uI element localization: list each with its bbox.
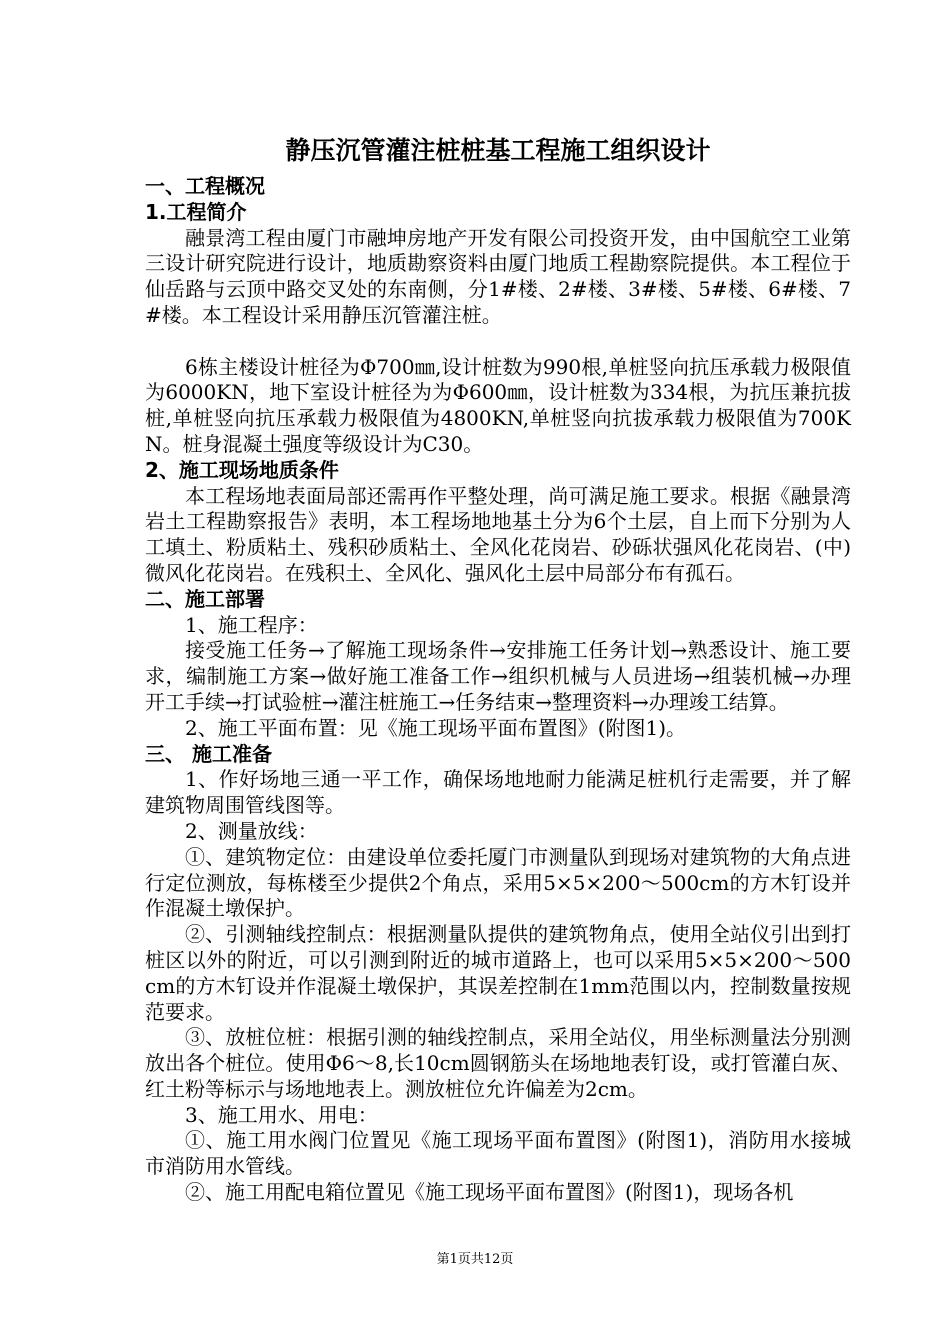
- subsection-heading-intro: 1.工程简介: [145, 199, 247, 224]
- document-body: [145, 134, 851, 1206]
- paragraph: ②、施工用配电箱位置见《施工现场平面布置图》(附图1)，现场各机: [185, 1180, 794, 1205]
- paragraph: ①、建筑物定位：由建设单位委托厦门市测量队到现场对建筑物的大角点进行定位测放，每栋楼至少提供2个角点，采用5×5×200～500cm的方木钉设并作混凝土墩保护。: [145, 844, 851, 921]
- paragraph: 6栋主楼设计桩径为Φ700㎜,设计桩数为990根,单桩竖向抗压承载力极限值为6000KN，地下室设计桩径为为Φ600㎜，设计桩数为334根，为抗压兼抗拔桩,单桩竖向抗压承载力极限值为4800KN,单桩竖向抗拔承载力极限值为700KN。桩身混凝土强度等级设计为C30。: [145, 354, 851, 456]
- subsection-heading-geology: 2、施工现场地质条件: [145, 457, 339, 482]
- paragraph: 3、施工用水、用电：: [185, 1102, 378, 1127]
- paragraph: 2、施工平面布置：见《施工现场平面布置图》(附图1)。: [185, 715, 687, 740]
- paragraph: ③、放桩位桩：根据引测的轴线控制点，采用全站仪，用坐标测量法分别测放出各个桩位。使用Φ6～8,长10cm圆钢筋头在场地地表钉设，或打管灌白灰、红土粉等标示与场地地表上。测放桩位允许偏差为2cm。: [145, 1025, 851, 1101]
- paragraph: ②、引测轴线控制点：根据测量队提供的建筑物角点，使用全站仪引出到打桩区以外的附近，可以引测到附近的城市道路上，也可以采用5×5×200～500cm的方木钉设并作混凝土墩保护，其误差控制在1mm范围以内，控制数量按规范要求。: [145, 922, 851, 1024]
- paragraph: 融景湾工程由厦门市融坤房地产开发有限公司投资开发，由中国航空工业第三设计研究院进行设计，地质勘察资料由厦门地质工程勘察院提供。本工程位于仙岳路与云顶中路交叉处的东南侧，分1#楼、2#楼、3#楼、5#楼、6#楼、7#楼。本工程设计采用静压沉管灌注桩。: [145, 225, 851, 327]
- paragraph: ①、施工用水阀门位置见《施工现场平面布置图》(附图1)，消防用水接城市消防用水管线。: [145, 1128, 851, 1179]
- section-heading-deployment: 二、施工部署: [145, 586, 265, 611]
- paragraph: 本工程场地表面局部还需再作平整处理，尚可满足施工要求。根据《融景湾岩土工程勘察报告》表明，本工程场地地基土分为6个土层，自上而下分别为人工填土、粉质粘土、残积砂质粘土、全风化花岗岩、砂砾状强风化花岗岩、(中)微风化花岗岩。在残积土、全风化、强风化土层中局部分布有孤石。: [145, 483, 851, 585]
- paragraph: 1、施工程序：: [185, 612, 318, 637]
- section-heading-overview: 一、工程概况: [145, 174, 265, 198]
- document-title: 静压沉管灌注桩桩基工程施工组织设计: [285, 136, 711, 165]
- page-footer: 第1页共12页: [436, 1252, 514, 1267]
- paragraph: 2、测量放线：: [185, 818, 318, 843]
- paragraph: 接受施工任务→了解施工现场条件→安排施工任务计划→熟悉设计、施工要求，编制施工方案→做好施工准备工作→组织机械与人员进场→组装机械→办理开工手续→打试验桩→灌注桩施工→任务结束→整理资料→办理竣工结算。: [145, 638, 851, 714]
- blank-line: [145, 329, 851, 355]
- section-heading-preparation: 三、 施工准备: [145, 741, 272, 766]
- paragraph: 1、作好场地三通一平工作，确保场地地耐力能满足桩机行走需要，并了解建筑物周围管线图等。: [145, 767, 851, 818]
